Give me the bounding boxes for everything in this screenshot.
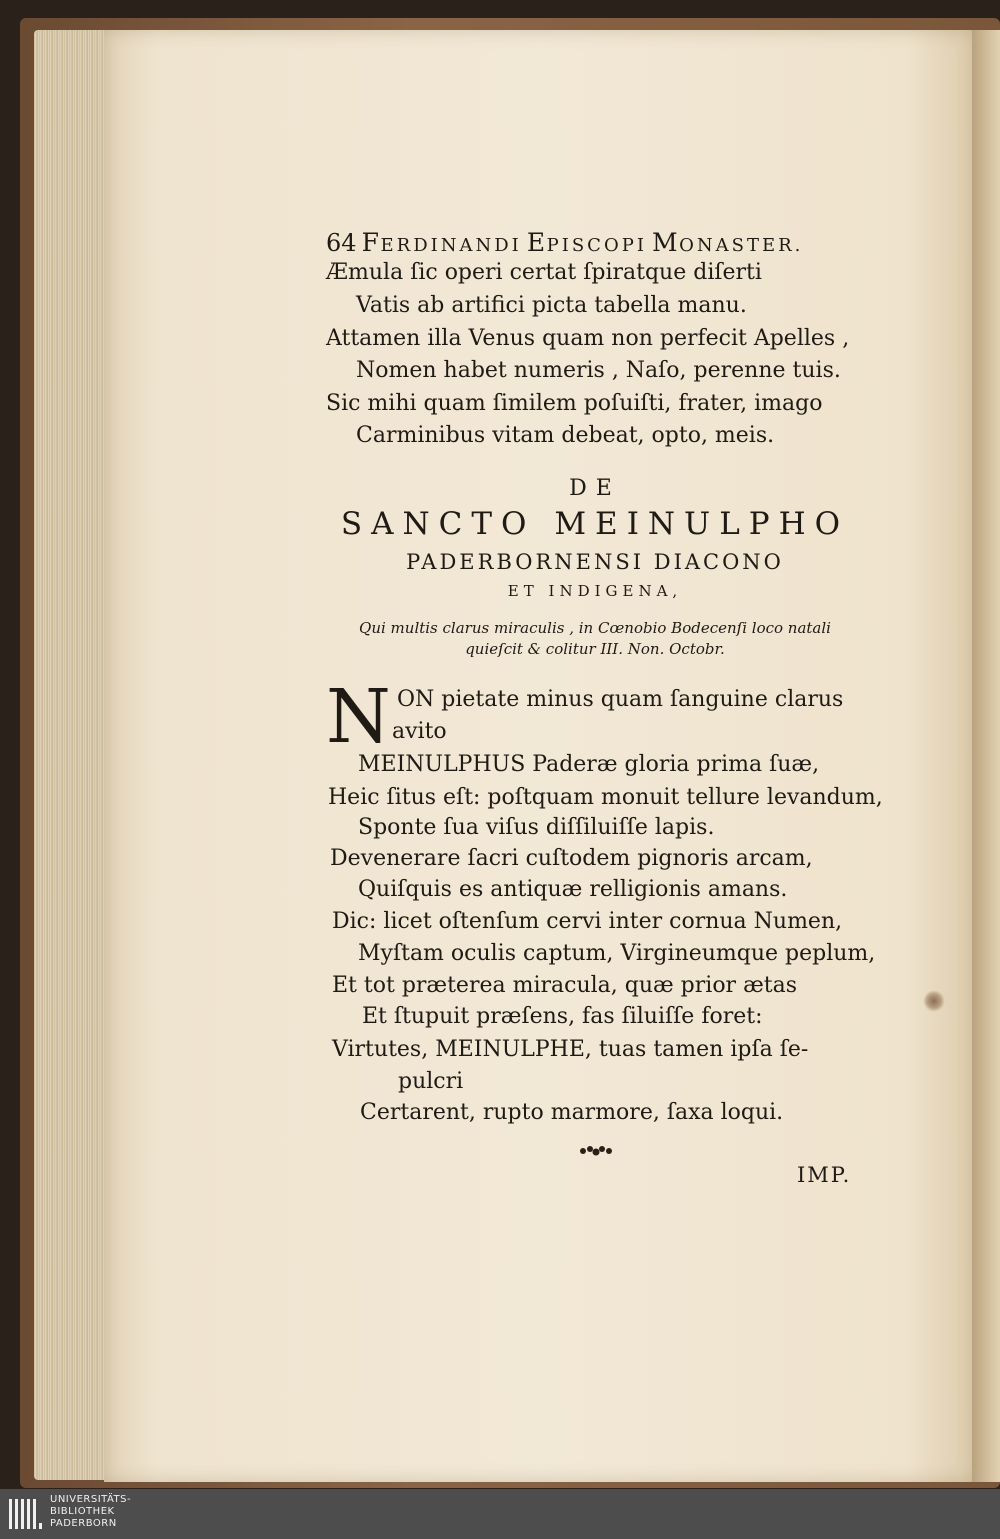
- subtitle-line: Qui multis clarus miraculis , in Cœnobio Bodecenſi loco natali: [359, 619, 831, 637]
- poem-line: MEINULPHUS Paderæ gloria prima ſuæ,: [358, 752, 820, 777]
- running-head-word: ONASTER.: [679, 235, 804, 256]
- library-name-line: UNIVERSITÄTS-: [50, 1494, 132, 1505]
- subtitle-line: quieſcit & colitur III. Non. Octobr.: [465, 640, 725, 658]
- library-logo-icon: [8, 1497, 42, 1531]
- title-saint-name: SANCTO MEINULPHO: [340, 506, 850, 542]
- running-head-word: ERDINANDI: [380, 235, 522, 256]
- poem-line: pulcri: [398, 1069, 464, 1094]
- running-head: [326, 228, 803, 257]
- title-de: DE: [569, 476, 621, 501]
- running-head-initial: E: [526, 228, 547, 257]
- library-name: [50, 1494, 131, 1530]
- poem-line: Et ſtupuit præſens, fas ſiluiſſe foret:: [362, 1004, 763, 1029]
- library-footer: [0, 1489, 1000, 1539]
- catchword: IMP.: [797, 1163, 852, 1187]
- facing-page-edge: [972, 30, 1000, 1482]
- poem-line: avito: [392, 719, 447, 744]
- poem-line: ON pietate minus quam ſanguine clarus: [397, 687, 844, 712]
- running-head-word: PISCOPI: [546, 235, 647, 256]
- title-indigena: ET INDIGENA,: [507, 582, 683, 600]
- page-number: 64: [326, 229, 357, 257]
- poem-line: Virtutes, MEINULPHE, tuas tamen ipſa ſe-: [332, 1037, 809, 1062]
- poem-line: Æmula ſic operi certat ſpiratque diſerti: [326, 260, 762, 285]
- title-descriptor: PADERBORNENSI DIACONO: [406, 550, 784, 574]
- ornament-icon: [578, 1144, 614, 1158]
- poem-line: Carminibus vitam debeat, opto, meis.: [356, 423, 775, 448]
- poem-line: Myſtam oculis captum, Virgineumque peplum,: [358, 941, 876, 966]
- poem-line: Dic: licet oſtenſum cervi inter cornua Numen,: [332, 909, 843, 934]
- poem-line: Attamen illa Venus quam non perfecit Apelles ,: [326, 326, 850, 351]
- poem-line: Nomen habet numeris , Naſo, perenne tuis.: [356, 358, 841, 383]
- poem-line: Devenerare ſacri cuſtodem pignoris arcam,: [330, 846, 813, 871]
- poem-line: Et tot præterea miracula, quæ prior ætas: [332, 973, 797, 998]
- paper-stain: [923, 990, 945, 1012]
- poem-line: Certarent, rupto marmore, ſaxa loqui.: [360, 1100, 784, 1125]
- poem-line: Vatis ab artifici picta tabella manu.: [356, 293, 747, 318]
- poem-line: Quiſquis es antiquæ relligionis amans.: [358, 877, 788, 902]
- poem-line: Sponte ſua viſus diſſiluiſſe lapis.: [358, 815, 715, 840]
- page-edges: [34, 30, 114, 1480]
- drop-cap: N: [326, 674, 391, 760]
- poem-line: Heic ſitus eſt: poſtquam monuit tellure levandum,: [328, 785, 883, 810]
- poem-line: Sic mihi quam ſimilem poſuiſti, frater, imago: [326, 391, 823, 416]
- running-head-initial: M: [652, 228, 680, 257]
- running-head-initial: F: [361, 228, 381, 257]
- library-name-line: BIBLIOTHEK: [50, 1506, 115, 1517]
- library-name-line: PADERBORN: [50, 1518, 117, 1529]
